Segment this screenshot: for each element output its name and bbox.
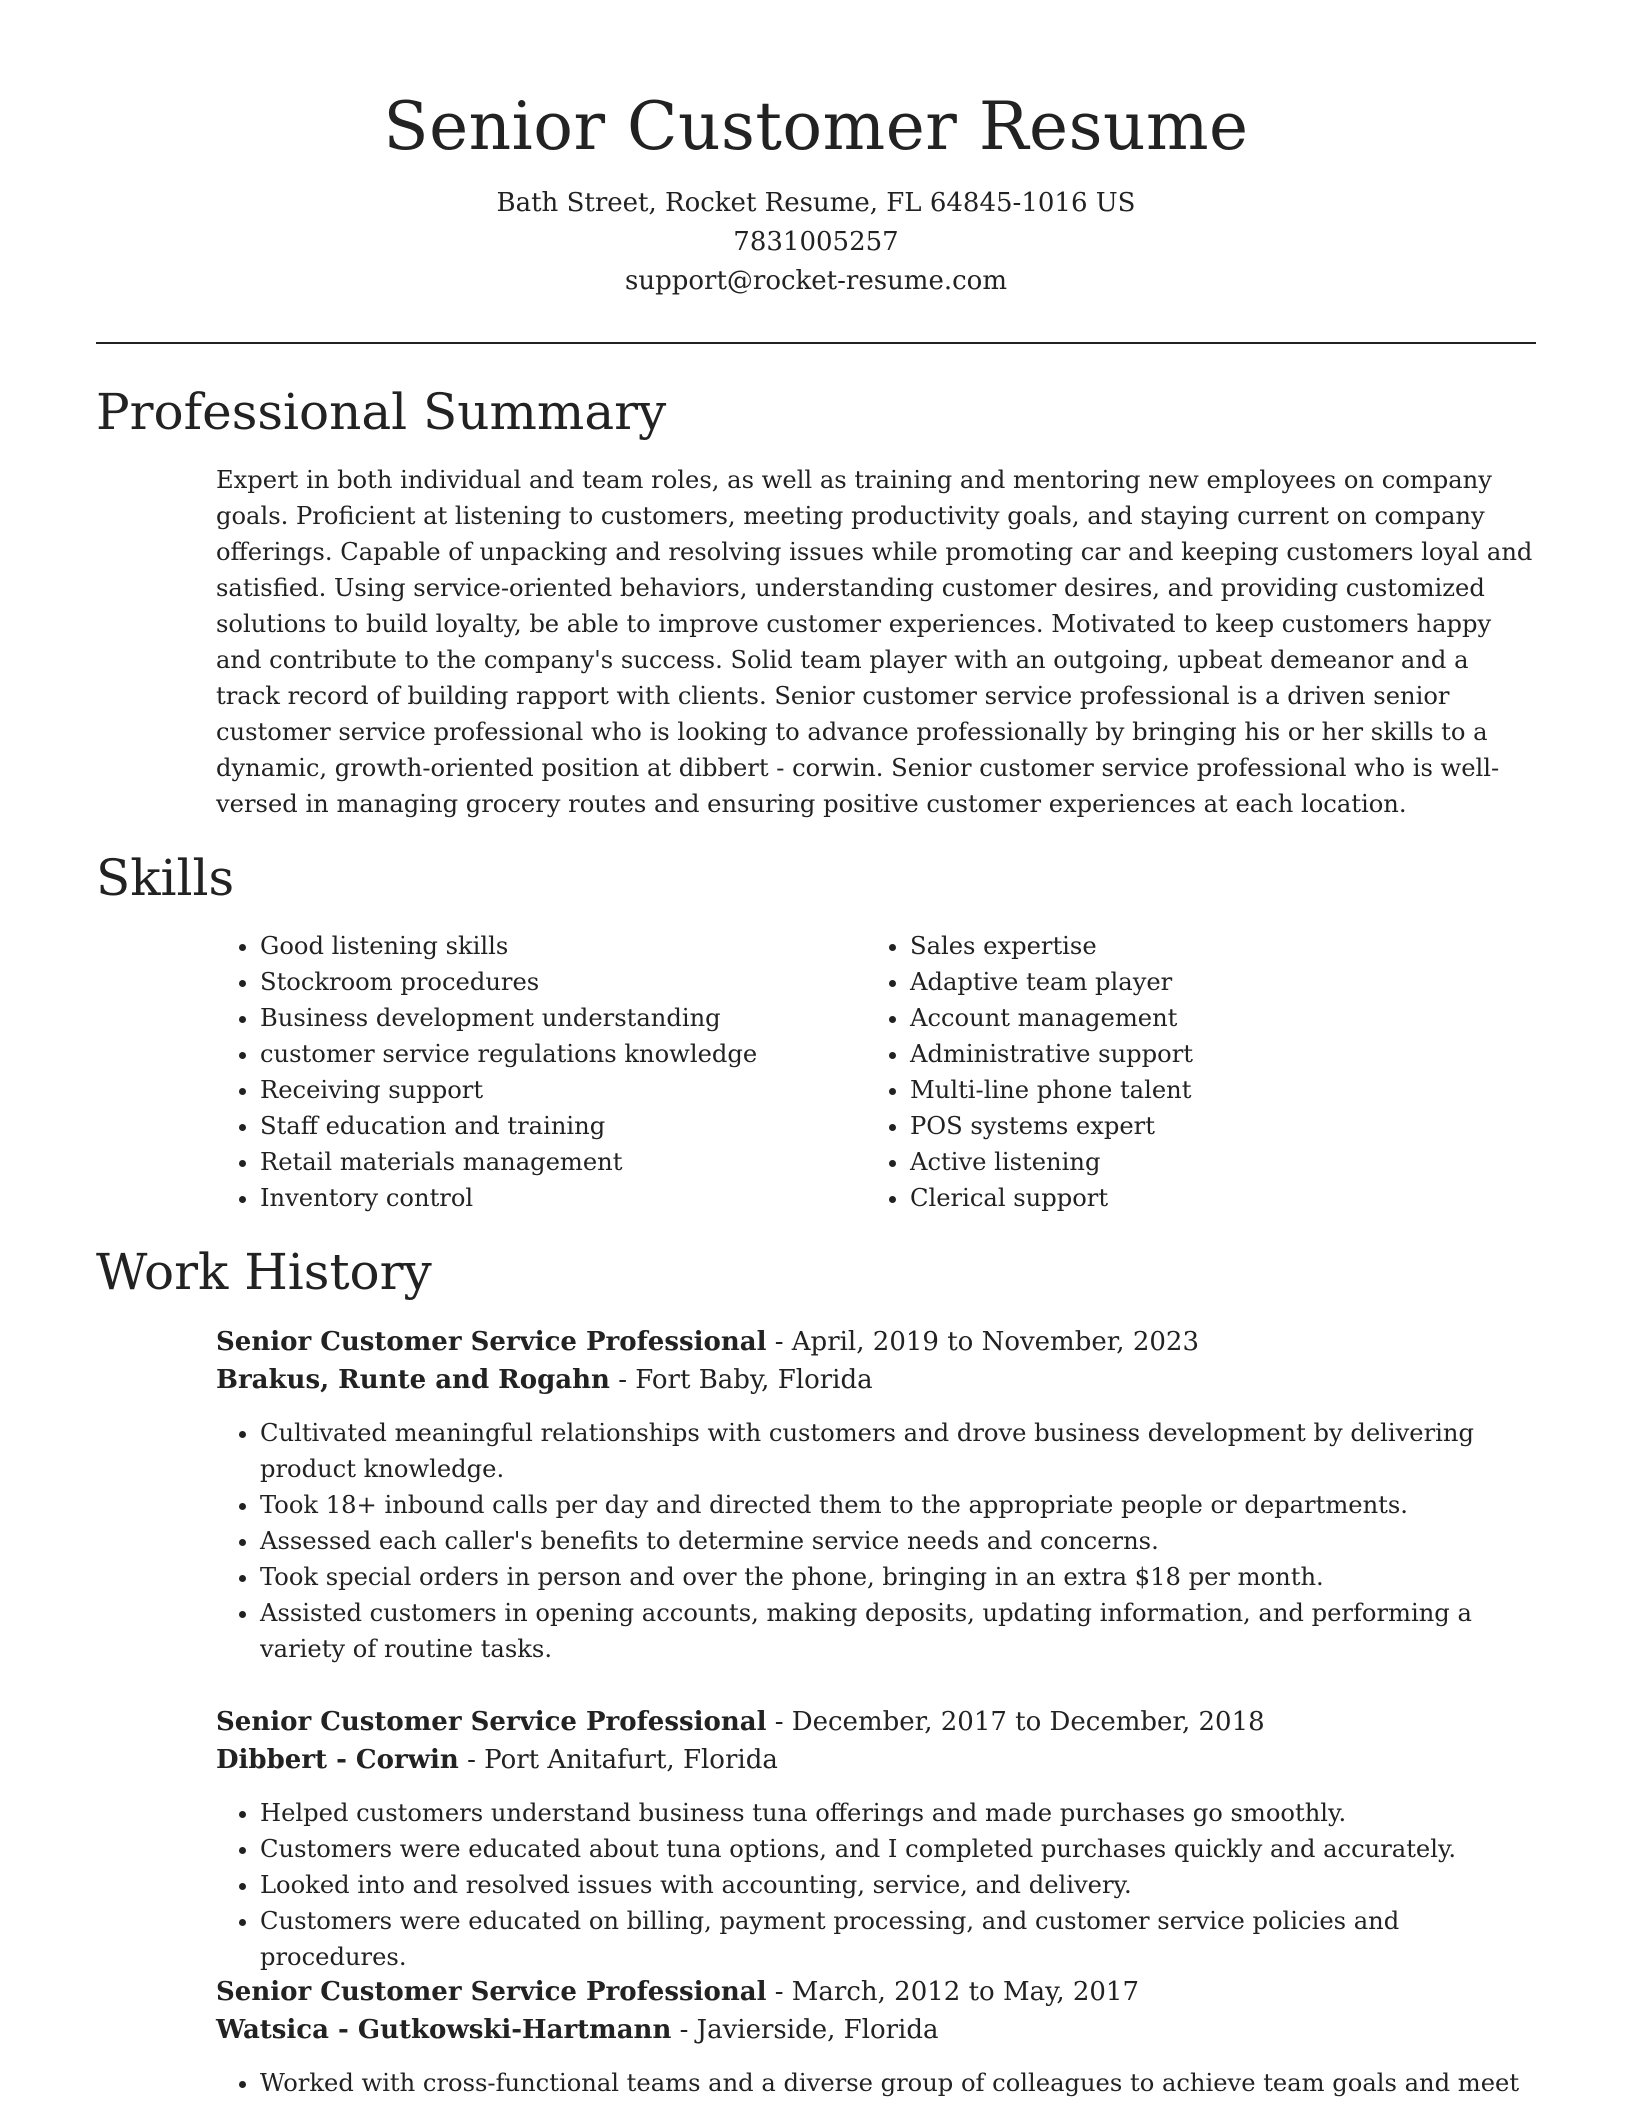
job-employer: [216, 1741, 1538, 1779]
job-entry: [216, 1323, 1538, 1667]
skill-item: • customer service regulations knowledge: [260, 1036, 856, 1072]
job-duty-item: • Took special orders in person and over the phone, bringing in an extra $18 per month.: [260, 1559, 1538, 1595]
skill-item: • Receiving support: [260, 1072, 856, 1108]
company-name: Brakus, Runte and Rogahn: [216, 1365, 610, 1395]
job-header: [216, 1973, 1538, 2011]
section-title-work-history: Work History: [96, 1243, 432, 1301]
skill-item: • Active listening: [910, 1144, 1526, 1180]
contact-info: [96, 184, 1536, 301]
skill-item: • Administrative support: [910, 1036, 1526, 1072]
job-dates: - March, 2012 to May, 2017: [766, 1977, 1140, 2007]
job-location: - Fort Baby, Florida: [609, 1365, 873, 1395]
skill-item: • Retail materials management: [260, 1144, 856, 1180]
skill-item: • Good listening skills: [260, 928, 856, 964]
candidate-name: Senior Customer Resume: [383, 88, 1249, 165]
skill-item: • Account management: [910, 1000, 1526, 1036]
job-header: [216, 1703, 1538, 1741]
job-duty-item: • Assessed each caller's benefits to determine service needs and concerns.: [260, 1523, 1538, 1559]
skill-item: • Business development understanding: [260, 1000, 856, 1036]
skills-list-left: [216, 928, 856, 1216]
job-duty-item: • Helped customers understand business tuna offerings and made purchases go smoothly.: [260, 1795, 1538, 1831]
job-entry: [216, 1703, 1538, 1975]
skills-list-right: [866, 928, 1526, 1216]
skill-item: • Stockroom procedures: [260, 964, 856, 1000]
skills-column-left: [216, 928, 856, 1216]
job-duty-item: • Took 18+ inbound calls per day and directed them to the appropriate people or departments.: [260, 1487, 1538, 1523]
skill-item: • Multi-line phone talent: [910, 1072, 1526, 1108]
skill-item: • Adaptive team player: [910, 964, 1526, 1000]
header-divider: [96, 342, 1536, 344]
email-address: support@rocket-resume.com: [624, 266, 1007, 296]
job-duty-item: • Worked with cross-functional teams and a diverse group of colleagues to achieve team goals and meet: [260, 2065, 1538, 2101]
job-dates: - April, 2019 to November, 2023: [766, 1327, 1200, 1357]
skills-column-right: [866, 928, 1526, 1216]
job-employer: [216, 1361, 1538, 1399]
resume-header: [96, 82, 1536, 301]
job-title: Senior Customer Service Professional: [216, 1327, 767, 1357]
section-title-summary: Professional Summary: [96, 383, 667, 441]
company-name: Watsica - Gutkowski-Hartmann: [216, 2015, 672, 2045]
job-duties: [216, 1795, 1538, 1975]
job-duty-item: • Customers were educated on billing, payment processing, and customer service policies and procedures.: [260, 1903, 1538, 1975]
job-location: - Javierside, Florida: [671, 2015, 939, 2045]
job-duty-item: • Assisted customers in opening accounts, making deposits, updating information, and performing a variety of routine tasks.: [260, 1595, 1538, 1667]
job-duty-item: • Customers were educated about tuna options, and I completed purchases quickly and accurately.: [260, 1831, 1538, 1867]
section-title-skills: Skills: [96, 849, 235, 907]
summary-paragraph: Expert in both individual and team roles, as well as training and mentoring new employees on company goals. Proficient at listening to customers, meeting productivity goals, and staying current on company offerings. Capable of unpacking and resolving issues while promoting car and keeping customers loyal and satisfied. Using service-oriented behaviors, understanding customer desires, and providing customized solutions to build loyalty, be able to improve customer experiences. Motivated to keep customers happy and contribute to the company's success. Solid team player with an outgoing, upbeat demeanor and a track record of building rapport with clients. Senior customer service professional is a driven senior customer service professional who is looking to advance professionally by bringing his or her skills to a dynamic, growth-oriented position at dibbert - corwin. Senior customer service professional who is well-versed in managing grocery routes and ensuring positive customer experiences at each location.: [216, 466, 1533, 818]
job-header: [216, 1323, 1538, 1361]
skill-item: • Staff education and training: [260, 1108, 856, 1144]
company-name: Dibbert - Corwin: [216, 1745, 459, 1775]
job-dates: - December, 2017 to December, 2018: [766, 1707, 1265, 1737]
skill-item: • POS systems expert: [910, 1108, 1526, 1144]
job-entry: [216, 1973, 1538, 2101]
job-duty-item: • Looked into and resolved issues with accounting, service, and delivery.: [260, 1867, 1538, 1903]
job-location: - Port Anitafurt, Florida: [458, 1745, 778, 1775]
job-duties: [216, 1415, 1538, 1667]
job-employer: [216, 2011, 1538, 2049]
skill-item: • Inventory control: [260, 1180, 856, 1216]
job-title: Senior Customer Service Professional: [216, 1977, 767, 2007]
skill-item: • Clerical support: [910, 1180, 1526, 1216]
address: Bath Street, Rocket Resume, FL 64845-1016 US: [496, 188, 1136, 218]
job-duties: [216, 2065, 1538, 2101]
skill-item: • Sales expertise: [910, 928, 1526, 964]
phone-number: 7831005257: [733, 227, 899, 257]
job-duty-item: • Cultivated meaningful relationships with customers and drove business development by delivering product knowledge.: [260, 1415, 1538, 1487]
job-title: Senior Customer Service Professional: [216, 1707, 767, 1737]
